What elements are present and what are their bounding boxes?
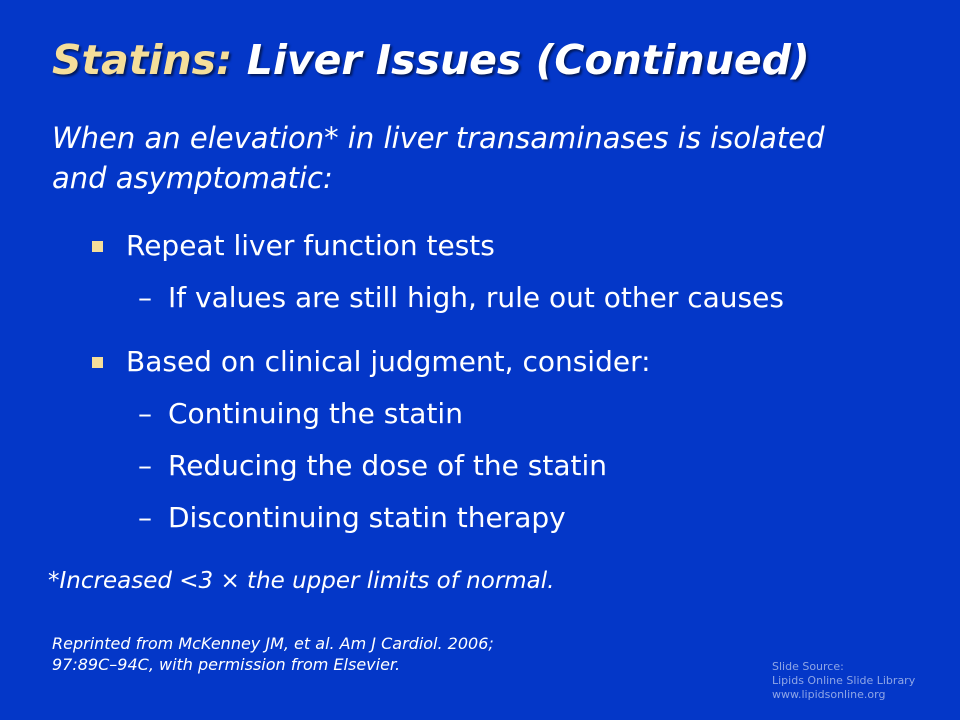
reprint-line-2: 97:89C–94C, with permission from Elsevier. <box>52 655 401 674</box>
sub-item-text: Discontinuing statin therapy <box>168 501 566 534</box>
reprint-citation <box>52 633 494 675</box>
title-rest: Liver Issues (Continued) <box>232 36 810 84</box>
title-prefix: Statins: <box>52 36 233 84</box>
source-line-2: Lipids Online Slide Library <box>772 674 916 687</box>
intro-line-1: When an elevation* in liver transaminases is isolated <box>52 121 825 155</box>
intro-text <box>52 118 932 198</box>
intro-line-2: and asymptomatic: <box>52 161 333 195</box>
sub-item-text: If values are still high, rule out other causes <box>168 281 784 314</box>
slide-title <box>52 36 932 84</box>
reprint-line-1: Reprinted from McKenney JM, et al. Am J Cardiol. 2006; <box>52 634 494 653</box>
dash-icon: – <box>138 501 152 534</box>
dash-icon: – <box>138 397 152 430</box>
bullet-text: Based on clinical judgment, consider: <box>126 345 651 378</box>
dash-icon: – <box>138 281 152 314</box>
sub-item-text: Reducing the dose of the statin <box>168 449 607 482</box>
slide-source <box>772 660 915 702</box>
sub-item-text: Continuing the statin <box>168 397 463 430</box>
bullet-text: Repeat liver function tests <box>126 229 495 262</box>
source-url: www.lipidsonline.org <box>772 688 886 701</box>
square-bullet-icon <box>92 241 103 252</box>
source-line-1: Slide Source: <box>772 660 844 673</box>
dash-icon: – <box>138 449 152 482</box>
square-bullet-icon <box>92 357 103 368</box>
footnote: *Increased <3 × the upper limits of normal. <box>48 568 555 594</box>
